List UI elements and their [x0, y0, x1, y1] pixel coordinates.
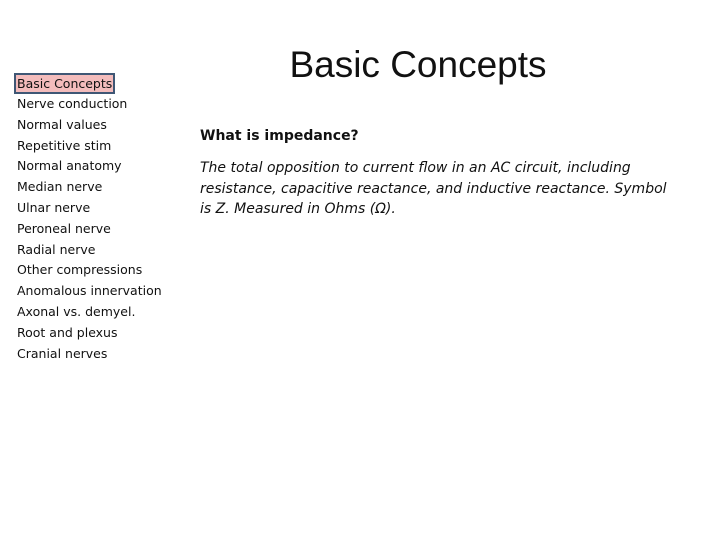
sidebar-item-peroneal-nerve[interactable]: Peroneal nerve [17, 220, 111, 236]
sidebar-item-axonal-vs-demyel[interactable]: Axonal vs. demyel. [17, 303, 136, 319]
sidebar-item-ulnar-nerve[interactable]: Ulnar nerve [17, 199, 91, 215]
sidebar-item-normal-anatomy[interactable]: Normal anatomy [17, 158, 122, 174]
sidebar-item-median-nerve[interactable]: Median nerve [17, 179, 103, 195]
sidebar-item-repetitive-stim[interactable]: Repetitive stim [17, 137, 112, 153]
sidebar-nav [17, 73, 187, 364]
sidebar-item-cranial-nerves[interactable]: Cranial nerves [17, 345, 108, 361]
sidebar-item-basic-concepts[interactable]: Basic Concepts [14, 73, 115, 94]
sidebar-item-nerve-conduction[interactable]: Nerve conduction [17, 96, 128, 111]
sidebar-item-normal-values[interactable]: Normal values [17, 116, 107, 132]
slide-title: Basic Concepts [289, 44, 547, 85]
sidebar-item-anomalous-innervation[interactable]: Anomalous innervation [17, 283, 162, 299]
sidebar-item-root-and-plexus[interactable]: Root and plexus [17, 324, 118, 340]
answer-text: The total opposition to current flow in an AC circuit, including resistance, capacitive reactance, and inductive reactance. Symbol is Z. Measured in Ohms (Ω). [200, 160, 667, 217]
sidebar-item-other-compressions[interactable]: Other compressions [17, 262, 143, 278]
sidebar-item-radial-nerve[interactable]: Radial nerve [17, 241, 96, 257]
question-text: What is impedance? [200, 128, 359, 144]
